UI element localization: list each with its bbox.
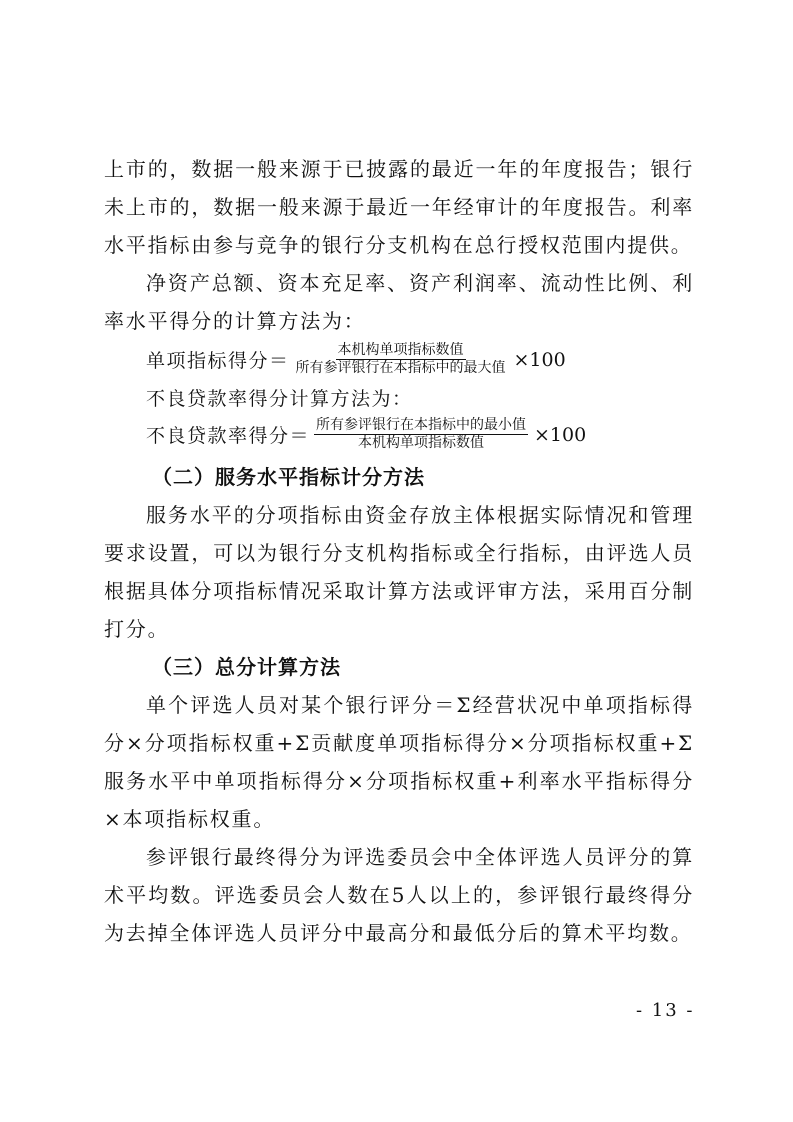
paragraph-data-source: 上市的，数据一般来源于已披露的最近一年的年度报告；银行未上市的，数据一般来源于最近一年经审计的年度报告。利率水平指标由参与竞争的银行分支机构在总行授权范围内提供。 — [104, 157, 694, 257]
formula-numerator: 本机构单项指标数值 — [337, 342, 464, 358]
formula-fraction — [314, 417, 528, 452]
formula-single-index — [104, 342, 694, 377]
paragraph-total-formula: 单个评选人员对某个银行评分＝Σ经营状况中单项指标得分×分项指标权重+Σ贡献度单项指标得分×分项指标权重+Σ服务水平中单项指标得分×分项指标权重+利率水平指标得分×本项指标权重。 — [104, 693, 694, 831]
section-heading-total: （三）总分计算方法 — [152, 655, 341, 679]
paragraph-calc-intro: 净资产总额、资本充足率、资产利润率、流动性比例、利率水平得分的计算方法为： — [104, 271, 694, 333]
formula-fraction — [294, 342, 508, 377]
formula-npl-intro: 不良贷款率得分计算方法为： — [146, 388, 413, 410]
formula-lhs: 单项指标得分＝ — [146, 350, 290, 372]
formula-denominator: 本机构单项指标数值 — [358, 435, 485, 451]
formula-numerator: 所有参评银行在本指标中的最小值 — [316, 417, 527, 433]
section-heading-service: （二）服务水平指标计分方法 — [152, 465, 425, 489]
page-number: - 13 - — [636, 1000, 695, 1021]
formula-denominator: 所有参评银行在本指标中的最大值 — [295, 360, 506, 376]
formula-multiplier: ×100 — [534, 423, 587, 446]
formula-npl — [104, 417, 694, 452]
paragraph-final-score: 参评银行最终得分为评选委员会中全体评选人员评分的算术平均数。评选委员会人数在5人以上的，参评银行最终得分为去掉全体评选人员评分中最高分和最低分后的算术平均数。 — [104, 845, 694, 945]
page-body — [104, 150, 694, 952]
formula-lhs: 不良贷款率得分＝ — [146, 425, 311, 447]
formula-multiplier: ×100 — [513, 348, 566, 371]
paragraph-service: 服务水平的分项指标由资金存放主体根据实际情况和管理要求设置，可以为银行分支机构指标或全行指标，由评选人员根据具体分项指标情况采取计算方法或评审方法，采用百分制打分。 — [104, 503, 694, 641]
